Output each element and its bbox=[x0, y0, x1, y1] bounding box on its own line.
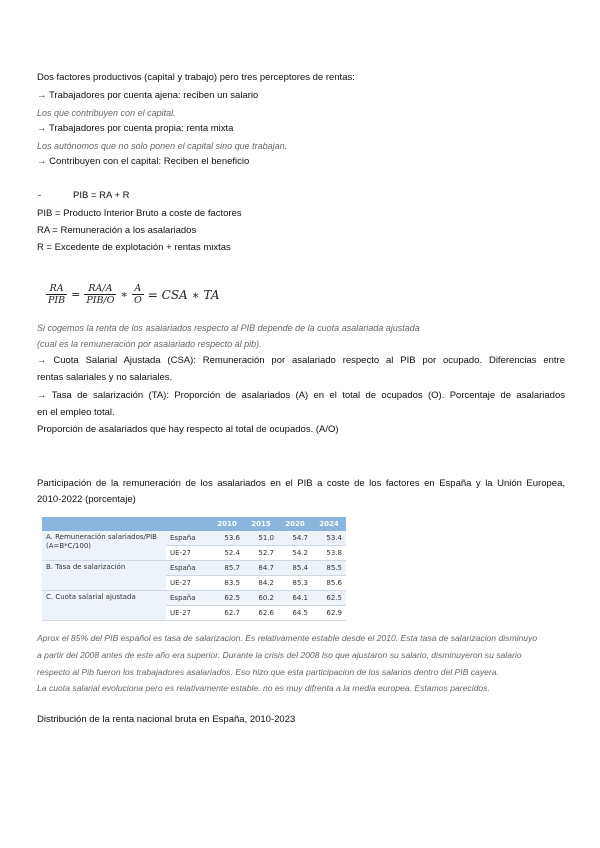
cell-value: 83.5 bbox=[210, 576, 244, 591]
cell-value: 85.4 bbox=[278, 561, 312, 576]
commentary-line-2: a partir del 2008 antes de este año era superior. Durante la crisis del 2008 lso que ajustaron su salario, disminuyeron su salario bbox=[37, 650, 522, 660]
commentary-line-3: respecto al Pib fueron los trabajadores asalariados. Eso hizo que esta participacion de los salarios dentro del PIB cayera. bbox=[37, 667, 499, 677]
cell-value: 85.3 bbox=[278, 576, 312, 591]
table-row bbox=[42, 561, 346, 576]
equals-sign: = bbox=[71, 288, 81, 301]
fraction-ra-pib bbox=[46, 283, 67, 306]
explanation-note-2: (cual es la remuneración por asalariado respecto al pib). bbox=[37, 339, 262, 349]
commentary-line-1: Aprox el 85% del PIB español es tasa de salarizacion. Es relativamente estable desde el 2010. Esta tasa de salarizacion disminuyo bbox=[37, 633, 538, 643]
section-heading-renta-nacional: Distribución de la renta nacional bruta en España, 2010-2023 bbox=[37, 714, 296, 725]
csa-definition-line-1: → Cuota Salarial Ajustada (CSA): Remuneración por asalariado respecto al PIB por ocupado. Diferencias entre bbox=[37, 355, 565, 366]
table-header-year: 2024 bbox=[312, 517, 346, 531]
fraction-denominator: PIB bbox=[48, 295, 66, 306]
intro-item-employees: → Trabajadores por cuenta ajena: reciben un salario bbox=[37, 90, 259, 101]
cell-value: 62.9 bbox=[312, 606, 346, 621]
cell-value: 64.1 bbox=[278, 591, 312, 606]
intro-item-self-employed: → Trabajadores por cuenta propia: renta mixta bbox=[37, 123, 234, 134]
ta-definition-line-3: Proporción de asalariados que hay respecto al total de ocupados. (A/O) bbox=[37, 424, 339, 435]
pib-equation: PIB = RA + R bbox=[73, 190, 130, 201]
intro-item-capital: → Contribuyen con el capital: Reciben el beneficio bbox=[37, 156, 250, 167]
fraction-denominator: O bbox=[133, 295, 142, 306]
fraction-denominator: PIB/O bbox=[86, 295, 115, 306]
formula-result: = CSA ∗ TA bbox=[147, 287, 220, 302]
cell-value: 62.6 bbox=[244, 606, 278, 621]
multiply-sign: ∗ bbox=[120, 288, 128, 301]
commentary-line-4: La cuota salarial evoluciona pero es relativamente estable. no es muy difrenta a la media europea. Estamos parecidos. bbox=[37, 683, 490, 693]
cell-value: 60.2 bbox=[244, 591, 278, 606]
bullet-marker: - bbox=[38, 190, 42, 201]
table-header-year: 2020 bbox=[278, 517, 312, 531]
cell-value: 52.7 bbox=[244, 546, 278, 561]
row-country: España bbox=[166, 531, 210, 546]
csa-ta-formula bbox=[44, 283, 222, 306]
cell-value: 85.7 bbox=[210, 561, 244, 576]
fraction-a-o bbox=[132, 283, 144, 306]
row-country: UE-27 bbox=[166, 546, 210, 561]
row-country: UE-27 bbox=[166, 576, 210, 591]
fraction-numerator: RA/A bbox=[84, 283, 116, 295]
cell-value: 62.5 bbox=[210, 591, 244, 606]
row-country: España bbox=[166, 591, 210, 606]
cell-value: 62.7 bbox=[210, 606, 244, 621]
cell-value: 51.0 bbox=[244, 531, 278, 546]
table-title-line-2: 2010-2022 (porcentaje) bbox=[37, 494, 136, 505]
definition-r: R = Excedente de explotación + rentas mixtas bbox=[37, 242, 231, 253]
table-row bbox=[42, 531, 346, 546]
fraction-ra-a-pib-o bbox=[84, 283, 116, 306]
cell-value: 64.5 bbox=[278, 606, 312, 621]
cell-value: 54.7 bbox=[278, 531, 312, 546]
table-header-year: 2015 bbox=[244, 517, 278, 531]
cell-value: 53.8 bbox=[312, 546, 346, 561]
explanation-note-1: Si cogemos la renta de los asalariados respecto al PIB depende de la cuota asalariada ajustada bbox=[37, 323, 420, 333]
table-header-year: 2010 bbox=[210, 517, 244, 531]
table-title-line-1: Participación de la remuneración de los asalariados en el PIB a coste de los factores en España y la Unión Europea, bbox=[37, 478, 565, 489]
definition-ra: RA = Remuneración a los asalariados bbox=[37, 225, 197, 236]
csa-definition-line-2: rentas salariales y no salariales. bbox=[37, 372, 173, 383]
row-label: A. Remuneración salariados/PIB (A=B*C/100) bbox=[42, 531, 166, 561]
salary-share-table bbox=[42, 517, 346, 621]
row-label: B. Tasa de salarización bbox=[42, 561, 166, 591]
table-header-blank bbox=[42, 517, 166, 531]
definition-pib: PIB = Producto Interior Bruto a coste de factores bbox=[37, 208, 242, 219]
cell-value: 53.4 bbox=[312, 531, 346, 546]
cell-value: 53.6 bbox=[210, 531, 244, 546]
cell-value: 52.4 bbox=[210, 546, 244, 561]
ta-definition-line-2: en el empleo total. bbox=[37, 407, 115, 418]
intro-note-capital: Los que contribuyen con el capital. bbox=[37, 108, 176, 118]
intro-note-autonomos: Los autónomos que no solo ponen el capital sino que trabajan. bbox=[37, 141, 288, 151]
intro-heading: Dos factores productivos (capital y trabajo) pero tres perceptores de rentas: bbox=[37, 72, 355, 83]
cell-value: 85.6 bbox=[312, 576, 346, 591]
row-label: C. Cuota salarial ajustada bbox=[42, 591, 166, 621]
fraction-numerator: A bbox=[132, 283, 144, 295]
cell-value: 84.2 bbox=[244, 576, 278, 591]
table-header-blank bbox=[166, 517, 210, 531]
cell-value: 54.2 bbox=[278, 546, 312, 561]
row-country: UE-27 bbox=[166, 606, 210, 621]
fraction-numerator: RA bbox=[46, 283, 67, 295]
row-country: España bbox=[166, 561, 210, 576]
cell-value: 85.5 bbox=[312, 561, 346, 576]
cell-value: 62.5 bbox=[312, 591, 346, 606]
table-row bbox=[42, 591, 346, 606]
ta-definition-line-1: → Tasa de salarización (TA): Proporción de asalariados (A) en el total de ocupados (O). Porcentaje de asalariados bbox=[37, 390, 565, 401]
cell-value: 84.7 bbox=[244, 561, 278, 576]
